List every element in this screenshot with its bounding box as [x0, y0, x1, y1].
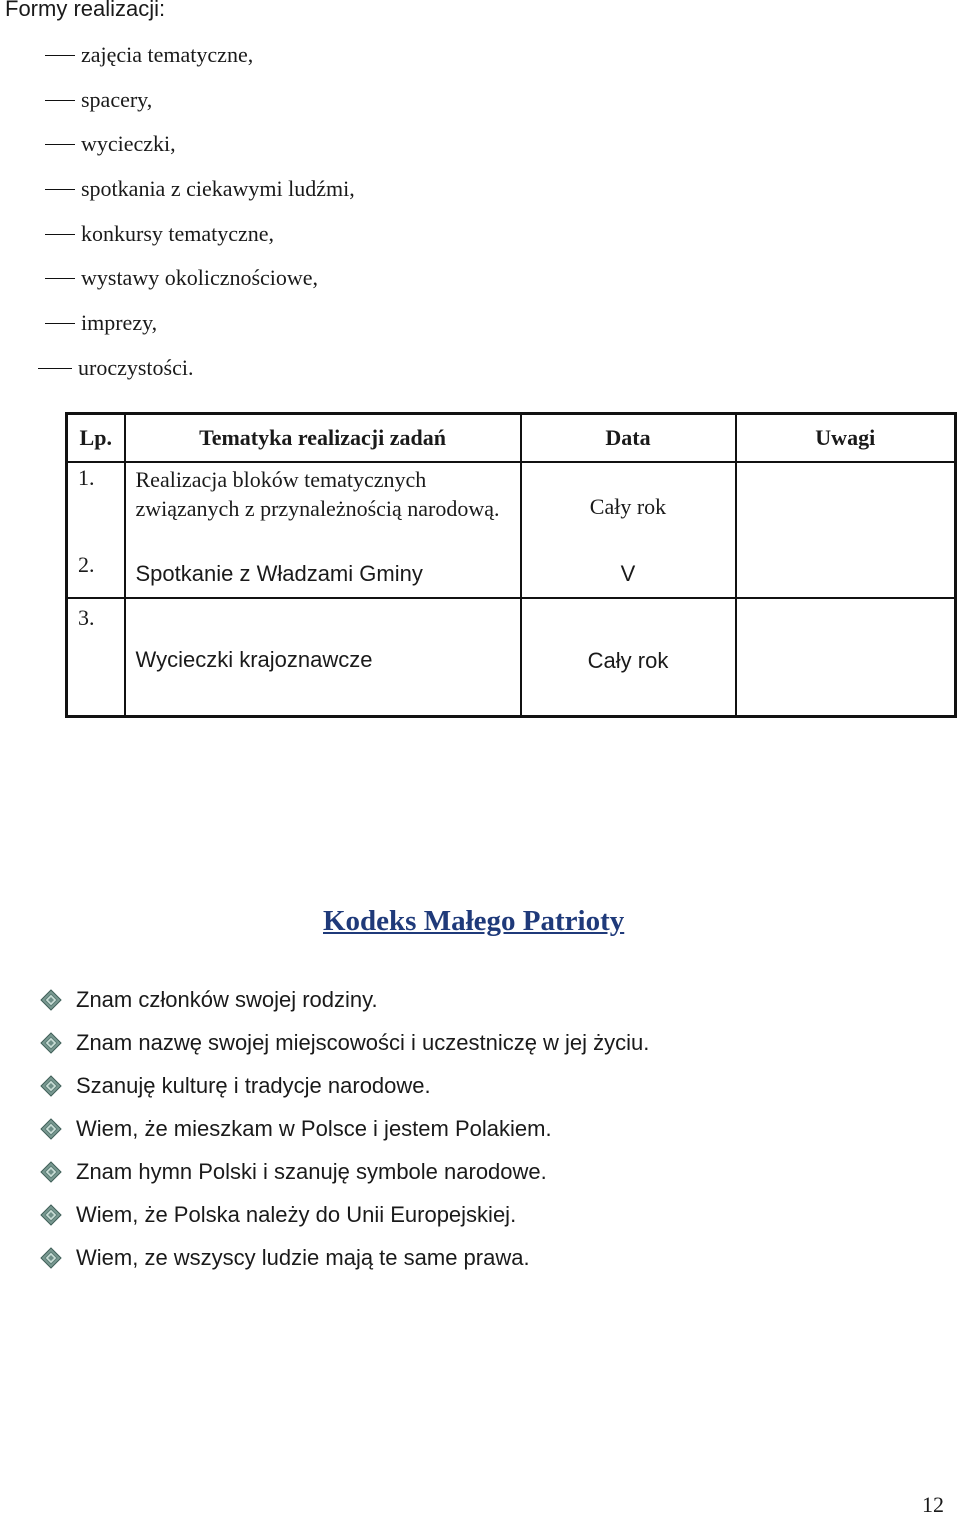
forms-heading: Formy realizacji:: [5, 0, 166, 21]
row-lp: 2.: [67, 550, 125, 598]
list-item: Szanuję kulturę i tradycje narodowe.: [40, 1066, 431, 1106]
diamond-bullet-icon: [40, 1118, 62, 1140]
dash-icon: [45, 278, 75, 279]
list-item: wystawy okolicznościowe,: [0, 261, 318, 295]
code-title: Kodeks Małego Patrioty: [323, 905, 625, 937]
table-header-row: [67, 414, 956, 463]
list-item: Znam nazwę swojej miejscowości i uczestniczę w jej życiu.: [40, 1023, 649, 1063]
diamond-bullet-icon: [40, 989, 62, 1011]
list-item: spacery,: [0, 83, 152, 117]
row-topic: Wycieczki krajoznawcze: [125, 598, 521, 716]
list-item: konkursy tematyczne,: [0, 217, 274, 251]
list-item: wycieczki,: [0, 127, 176, 161]
header-lp: Lp.: [67, 414, 125, 463]
task-table: [65, 412, 957, 718]
list-item: imprezy,: [0, 306, 157, 340]
row-notes: [736, 598, 956, 716]
dash-icon: [45, 100, 75, 101]
list-item: spotkania z ciekawymi ludźmi,: [0, 172, 355, 206]
list-item: uroczystości.: [0, 351, 193, 385]
dash-icon: [45, 323, 75, 324]
diamond-bullet-icon: [40, 1032, 62, 1054]
list-item: Wiem, ze wszyscy ludzie mają te same prawa.: [40, 1238, 530, 1278]
table-row: [67, 462, 956, 550]
diamond-bullet-icon: [40, 1161, 62, 1183]
dash-icon: [38, 368, 72, 369]
table-row: [67, 598, 956, 716]
row-topic: Realizacja bloków tematycznych związanych z przynależnością narodową.: [125, 462, 521, 550]
row-lp: 1.: [67, 462, 125, 550]
list-item: Znam hymn Polski i szanuję symbole narodowe.: [40, 1152, 547, 1192]
header-notes: Uwagi: [736, 414, 956, 463]
row-lp: 3.: [67, 598, 125, 716]
row-date: Cały rok: [521, 598, 736, 716]
header-topic: Tematyka realizacji zadań: [125, 414, 521, 463]
list-item: zajęcia tematyczne,: [0, 38, 253, 72]
diamond-bullet-icon: [40, 1204, 62, 1226]
list-item: Znam członków swojej rodziny.: [40, 980, 378, 1020]
row-topic: Spotkanie z Władzami Gminy: [125, 550, 521, 598]
row-date: V: [521, 550, 736, 598]
diamond-bullet-icon: [40, 1075, 62, 1097]
row-notes: [736, 462, 956, 598]
dash-icon: [45, 55, 75, 56]
row-date: Cały rok: [521, 462, 736, 550]
dash-icon: [45, 144, 75, 145]
dash-icon: [45, 234, 75, 235]
list-item: Wiem, że Polska należy do Unii Europejskiej.: [40, 1195, 516, 1235]
list-item: Wiem, że mieszkam w Polsce i jestem Polakiem.: [40, 1109, 552, 1149]
dash-icon: [45, 189, 75, 190]
header-date: Data: [521, 414, 736, 463]
page-number: 12: [922, 1492, 944, 1517]
diamond-bullet-icon: [40, 1247, 62, 1269]
